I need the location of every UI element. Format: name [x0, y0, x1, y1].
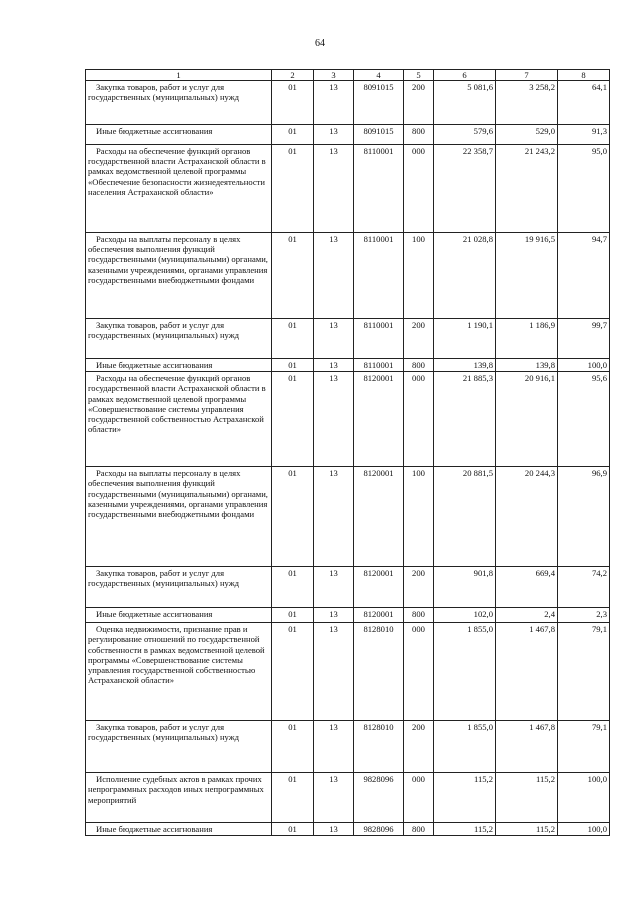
table-row [86, 721, 610, 773]
cell-c5: 200 [404, 721, 434, 773]
row-name-cell [86, 233, 272, 319]
cell-c4: 9828096 [354, 823, 404, 836]
cell-c7: 3 258,2 [496, 81, 558, 125]
cell-c4: 8120001 [354, 372, 404, 467]
cell-c6: 21 885,3 [434, 372, 496, 467]
table-row [86, 319, 610, 359]
row-name: Закупка товаров, работ и услуг для государственных (муниципальных) нужд [88, 320, 240, 341]
cell-c7: 20 916,1 [496, 372, 558, 467]
cell-c8: 96,9 [558, 467, 610, 567]
cell-c7: 21 243,2 [496, 145, 558, 233]
cell-c2: 01 [272, 567, 314, 608]
row-name-cell [86, 319, 272, 359]
cell-c3: 13 [314, 773, 354, 823]
table-row [86, 467, 610, 567]
cell-c8: 95,6 [558, 372, 610, 467]
cell-c3: 13 [314, 145, 354, 233]
row-name-cell [86, 81, 272, 125]
cell-c3: 13 [314, 567, 354, 608]
row-name-cell [86, 145, 272, 233]
cell-c2: 01 [272, 145, 314, 233]
row-name-cell [86, 623, 272, 721]
cell-c5: 100 [404, 233, 434, 319]
cell-c8: 74,2 [558, 567, 610, 608]
column-header-2: 2 [272, 70, 314, 81]
table-row [86, 823, 610, 836]
cell-c4: 8128010 [354, 721, 404, 773]
cell-c4: 8110001 [354, 145, 404, 233]
cell-c6: 1 855,0 [434, 623, 496, 721]
row-name: Иные бюджетные ассигнования [96, 360, 213, 371]
cell-c8: 99,7 [558, 319, 610, 359]
column-header-4: 4 [354, 70, 404, 81]
cell-c8: 79,1 [558, 721, 610, 773]
row-name-cell [86, 125, 272, 145]
row-name: Оценка недвижимости, признание прав и регулирование отношений по государственной собственности в рамках ведомственной целевой программы «Совершенствование системы управления государственной собственностью Астраханской области» [88, 624, 265, 685]
cell-c3: 13 [314, 721, 354, 773]
cell-c5: 000 [404, 623, 434, 721]
cell-c8: 100,0 [558, 359, 610, 372]
cell-c3: 13 [314, 233, 354, 319]
cell-c3: 13 [314, 823, 354, 836]
row-name-cell [86, 823, 272, 836]
row-name: Закупка товаров, работ и услуг для государственных (муниципальных) нужд [88, 82, 240, 103]
cell-c6: 1 190,1 [434, 319, 496, 359]
row-name-cell [86, 372, 272, 467]
table-row [86, 773, 610, 823]
cell-c4: 8110001 [354, 319, 404, 359]
cell-c8: 100,0 [558, 823, 610, 836]
cell-c2: 01 [272, 125, 314, 145]
cell-c7: 1 186,9 [496, 319, 558, 359]
cell-c7: 669,4 [496, 567, 558, 608]
cell-c3: 13 [314, 319, 354, 359]
cell-c4: 8128010 [354, 623, 404, 721]
cell-c7: 1 467,8 [496, 721, 558, 773]
cell-c7: 19 916,5 [496, 233, 558, 319]
column-header-8: 8 [558, 70, 610, 81]
cell-c5: 800 [404, 125, 434, 145]
header-row [86, 70, 610, 81]
cell-c8: 64,1 [558, 81, 610, 125]
cell-c7: 529,0 [496, 125, 558, 145]
row-name-cell [86, 467, 272, 567]
table-row [86, 608, 610, 623]
cell-c2: 01 [272, 623, 314, 721]
cell-c6: 22 358,7 [434, 145, 496, 233]
cell-c7: 115,2 [496, 773, 558, 823]
cell-c3: 13 [314, 125, 354, 145]
row-name: Расходы на выплаты персоналу в целях обеспечения выполнения функций государственными (муниципальными) органами, казенными учреждениями, органами управления государственными внебюджетными фондами [88, 234, 268, 285]
column-header-3: 3 [314, 70, 354, 81]
row-name: Расходы на обеспечение функций органов государственной власти Астраханской области в рамках ведомственной целевой программы «Обеспечение безопасности жизнедеятельности населения Астраханской области» [88, 146, 266, 197]
row-name: Закупка товаров, работ и услуг для государственных (муниципальных) нужд [88, 722, 240, 743]
page-number: 64 [315, 38, 325, 49]
cell-c7: 1 467,8 [496, 623, 558, 721]
cell-c4: 8120001 [354, 467, 404, 567]
cell-c5: 200 [404, 81, 434, 125]
table-row [86, 233, 610, 319]
row-name: Расходы на обеспечение функций органов государственной власти Астраханской области в рамках ведомственной целевой программы «Совершенствование системы управления государственной собственностью Астраханской области» [88, 373, 266, 434]
cell-c5: 100 [404, 467, 434, 567]
row-name-cell [86, 608, 272, 623]
cell-c6: 1 855,0 [434, 721, 496, 773]
cell-c2: 01 [272, 608, 314, 623]
table-row [86, 359, 610, 372]
row-name: Иные бюджетные ассигнования [96, 824, 213, 835]
table-row [86, 81, 610, 125]
cell-c8: 100,0 [558, 773, 610, 823]
cell-c4: 8110001 [354, 233, 404, 319]
column-header-5: 5 [404, 70, 434, 81]
cell-c2: 01 [272, 233, 314, 319]
cell-c2: 01 [272, 721, 314, 773]
cell-c2: 01 [272, 359, 314, 372]
cell-c6: 139,8 [434, 359, 496, 372]
cell-c6: 5 081,6 [434, 81, 496, 125]
cell-c6: 102,0 [434, 608, 496, 623]
cell-c6: 579,6 [434, 125, 496, 145]
column-header-1: 1 [86, 70, 272, 81]
cell-c3: 13 [314, 623, 354, 721]
cell-c5: 000 [404, 372, 434, 467]
row-name-cell [86, 359, 272, 372]
cell-c5: 200 [404, 319, 434, 359]
column-header-7: 7 [496, 70, 558, 81]
cell-c4: 8110001 [354, 359, 404, 372]
cell-c6: 20 881,5 [434, 467, 496, 567]
table-row [86, 623, 610, 721]
cell-c5: 000 [404, 773, 434, 823]
cell-c3: 13 [314, 359, 354, 372]
cell-c4: 8091015 [354, 81, 404, 125]
cell-c5: 800 [404, 608, 434, 623]
cell-c3: 13 [314, 467, 354, 567]
cell-c2: 01 [272, 467, 314, 567]
cell-c8: 94,7 [558, 233, 610, 319]
cell-c5: 800 [404, 359, 434, 372]
cell-c5: 000 [404, 145, 434, 233]
table-row [86, 372, 610, 467]
budget-table [85, 69, 610, 836]
cell-c4: 9828096 [354, 773, 404, 823]
cell-c7: 20 244,3 [496, 467, 558, 567]
row-name: Иные бюджетные ассигнования [96, 609, 213, 620]
table-row [86, 567, 610, 608]
cell-c7: 139,8 [496, 359, 558, 372]
cell-c8: 79,1 [558, 623, 610, 721]
cell-c5: 800 [404, 823, 434, 836]
cell-c3: 13 [314, 81, 354, 125]
table-row [86, 125, 610, 145]
cell-c8: 91,3 [558, 125, 610, 145]
cell-c2: 01 [272, 372, 314, 467]
row-name-cell [86, 721, 272, 773]
cell-c7: 2,4 [496, 608, 558, 623]
cell-c2: 01 [272, 81, 314, 125]
cell-c5: 200 [404, 567, 434, 608]
cell-c6: 115,2 [434, 773, 496, 823]
table-body [86, 81, 610, 836]
cell-c6: 115,2 [434, 823, 496, 836]
row-name-cell [86, 567, 272, 608]
row-name: Иные бюджетные ассигнования [96, 126, 213, 137]
cell-c6: 901,8 [434, 567, 496, 608]
table-row [86, 145, 610, 233]
cell-c6: 21 028,8 [434, 233, 496, 319]
cell-c7: 115,2 [496, 823, 558, 836]
cell-c2: 01 [272, 823, 314, 836]
cell-c3: 13 [314, 372, 354, 467]
cell-c4: 8120001 [354, 608, 404, 623]
cell-c2: 01 [272, 319, 314, 359]
cell-c3: 13 [314, 608, 354, 623]
cell-c2: 01 [272, 773, 314, 823]
row-name: Закупка товаров, работ и услуг для государственных (муниципальных) нужд [88, 568, 240, 589]
row-name-cell [86, 773, 272, 823]
column-header-6: 6 [434, 70, 496, 81]
cell-c4: 8120001 [354, 567, 404, 608]
cell-c8: 95,0 [558, 145, 610, 233]
row-name: Расходы на выплаты персоналу в целях обеспечения выполнения функций государственными (муниципальными) органами, казенными учреждениями, органами управления государственными внебюджетными фондами [88, 468, 268, 519]
cell-c8: 2,3 [558, 608, 610, 623]
cell-c4: 8091015 [354, 125, 404, 145]
row-name: Исполнение судебных актов в рамках прочих непрограммных расходов иных непрограммных мероприятий [88, 774, 264, 805]
